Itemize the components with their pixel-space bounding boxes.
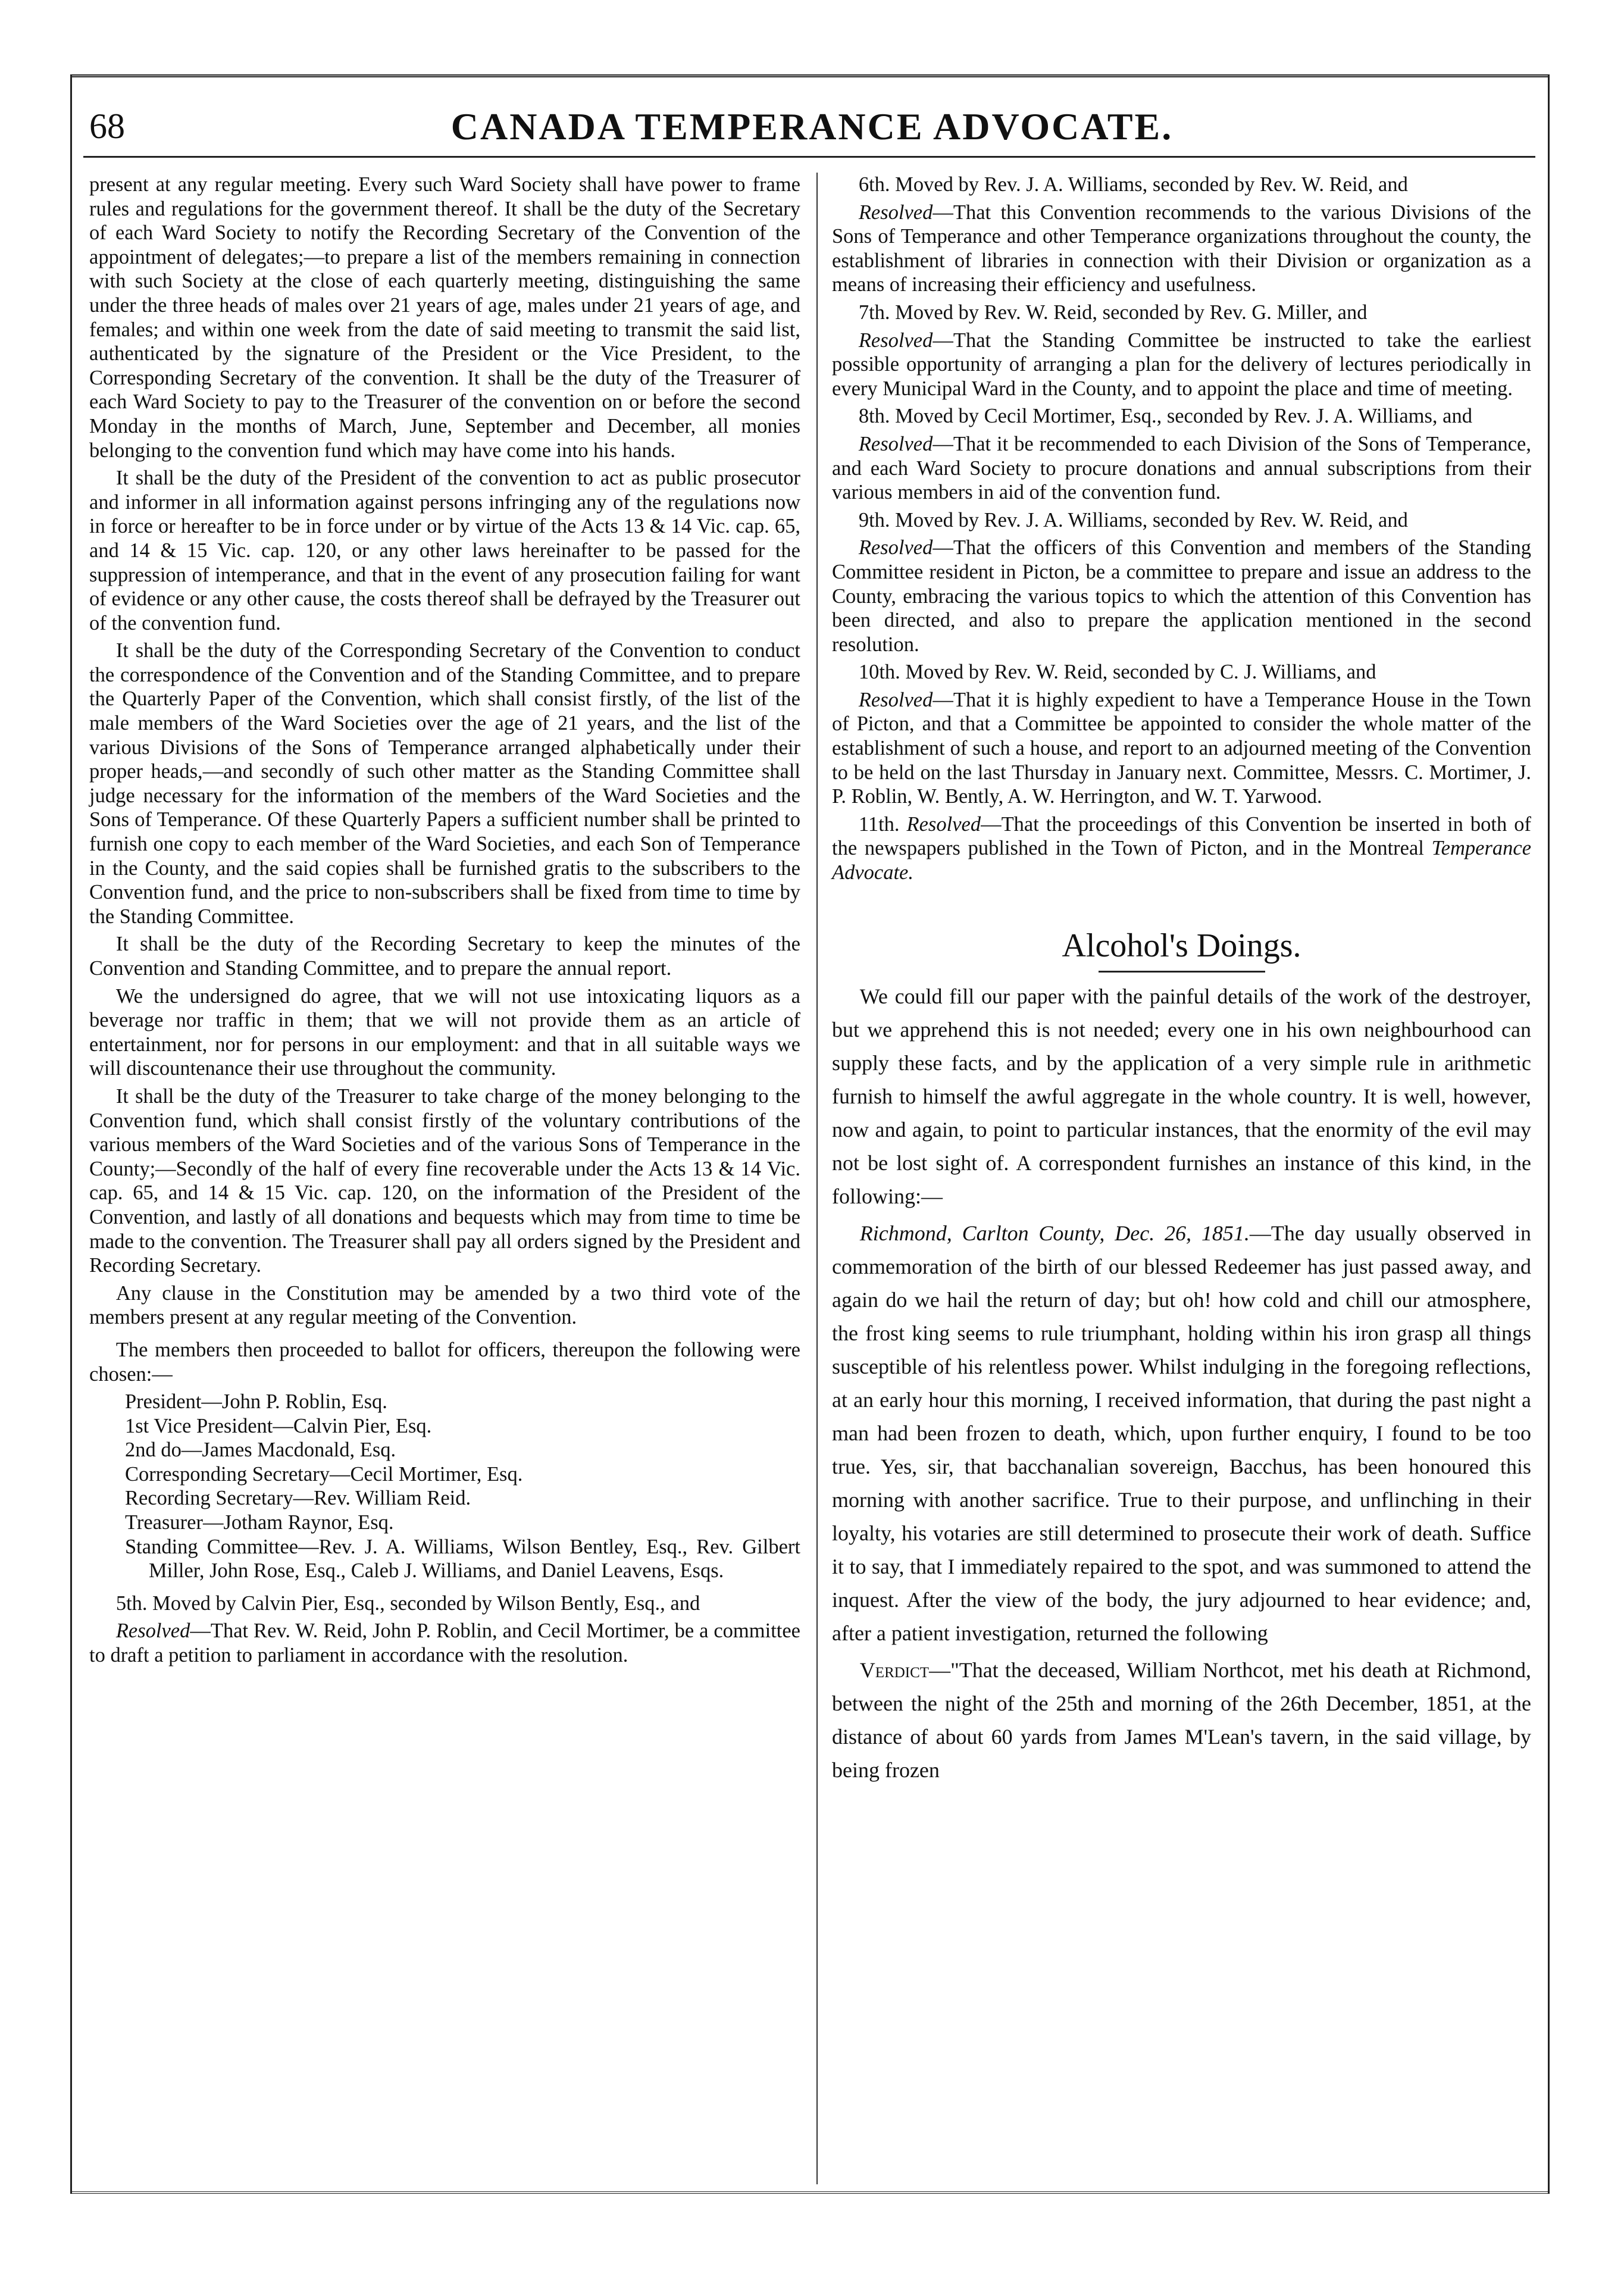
- resolution-8: [832, 432, 1531, 505]
- right-column: [832, 173, 1531, 1790]
- resolution-text: —That it is highly expedient to have a Temperance House in the Town of Picton, and that a Committee be appointed to consider the whole matter of the establishment of such a house, and report to an adjourned meeting of the Convention to be held on the last Thursday in January next. Committee, Messrs. C. Mortimer, J. P. Roblin, W. Bently, A. W. Herrington, and W. T. Yarwood.: [832, 688, 1531, 808]
- paragraph: We the undersigned do agree, that we will not use intoxicating liquors as a beverage nor traffic in them; that we will not provide them as an article of entertainment, nor for persons in our employment: and that in all suitable ways we will discountenance their use throughout the community.: [89, 984, 800, 1080]
- verdict-text: —"That the deceased, William Northcot, met his death at Richmond, between the night of the 25th and morning of the 26th December, 1851, at the distance of about 60 yards from James M'Lean's tavern, in the said village, by being frozen: [832, 1658, 1531, 1782]
- resolution-text: —That this Convention recommends to the various Divisions of the Sons of Temperance and other Temperance organizations throughout the county, the establishment of libraries in connection with their Division or organization as a means of increasing their efficiency and usefulness.: [832, 201, 1531, 296]
- list-item: Corresponding Secretary—Cecil Mortimer, Esq.: [125, 1462, 523, 1486]
- paragraph: Any clause in the Constitution may be amended by a two third vote of the members present at any regular meeting of the Convention.: [89, 1281, 800, 1329]
- paragraph: It shall be the duty of the Corresponding Secretary of the Convention to conduct the correspondence of the Convention and of the Standing Committee, and to prepare the Quarterly Paper of the Convention, which shall consist firstly, of the list of the male members of the Ward Societies over the age of 21 years, and the list of the various Divisions of the Sons of Temperance arranged alphabetically under their proper heads,—and secondly of such other matter as the Standing Committee shall judge necessary for the information of the members of the Ward Societies and the Sons of Temperance. Of these Quarterly Papers a sufficient number shall be printed to furnish one copy to each member of the Ward Societies, and each Son of Temperance in the County, and the said copies shall be furnished gratis to the subscribers to the Convention fund, and the price to non-subscribers shall be fixed from time to time by the Standing Committee.: [89, 639, 800, 928]
- section-title: Alcohol's Doings.: [1062, 927, 1301, 964]
- resolved-label: Resolved: [115, 1619, 190, 1643]
- ballot-intro: The members then proceeded to ballot for officers, thereupon the following were chosen:—: [89, 1338, 800, 1386]
- resolution-6: [832, 201, 1531, 297]
- paragraph: It shall be the duty of the Recording Secretary to keep the minutes of the Convention and Standing Committee, and to prepare the annual report.: [89, 933, 800, 980]
- officers-list: [89, 1390, 800, 1583]
- motion-7: 7th. Moved by Rev. W. Reid, seconded by Rev. G. Miller, and: [858, 301, 1368, 324]
- verdict-label: Verdict: [859, 1658, 930, 1682]
- resolved-label: Resolved: [858, 329, 933, 352]
- resolved-label: Resolved: [858, 688, 933, 711]
- motion-5: 5th. Moved by Calvin Pier, Esq., seconded by Wilson Bently, Esq., and: [115, 1591, 700, 1615]
- resolution-5: [89, 1619, 800, 1667]
- motion-9: 9th. Moved by Rev. J. A. Williams, seconded by Rev. W. Reid, and: [858, 508, 1408, 531]
- motion-6: 6th. Moved by Rev. J. A. Williams, seconded by Rev. W. Reid, and: [858, 173, 1408, 196]
- resolved-label: Resolved: [906, 812, 981, 836]
- column-divider: [816, 173, 818, 2184]
- paragraph: We could fill our paper with the painful details of the work of the destroyer, but we apprehend this is not needed; every one in his own neighbourhood can supply these facts, and by the application of a very simple rule in arithmetic furnish to himself the awful aggregate in the whole country. It is well, however, now and again, to point to particular instances, that the enormity of the evil may not be lost sight of. A correspondent furnishes an instance of this kind, in the following:—: [832, 984, 1531, 1208]
- resolution-text: —That the proceedings of this Convention be inserted in both of the newspapers published in the Town of Picton, and in the Montreal: [832, 812, 1531, 860]
- resolution-text: —That Rev. W. Reid, John P. Roblin, and Cecil Mortimer, be a committee to draft a petition to parliament in accordance with the resolution.: [89, 1619, 800, 1667]
- list-item: Standing Committee—Rev. J. A. Williams, Wilson Bentley, Esq., Rev. Gilbert Miller, John Rose, Esq., Caleb J. Williams, and Daniel Leavens, Esqs.: [125, 1535, 800, 1583]
- motion-number: 11th.: [858, 812, 900, 836]
- list-item: Treasurer—Jotham Raynor, Esq.: [125, 1511, 394, 1534]
- paragraph: present at any regular meeting. Every such Ward Society shall have power to frame rules and regulations for the government thereof. It shall be the duty of the Secretary of each Ward Society to notify the Recording Secretary of the Convention of the appointment of delegates;—to prepare a list of the members remaining in connection with such Society at the close of each quarterly meeting, distinguishing the same under the three heads of males over 21 years of age, males under 21 years of age, and females; and within one week from the date of said meeting to transmit the said list, authenticated by the signature of the President or the Vice President, to the Corresponding Secretary of the convention. It shall be the duty of the Treasurer of each Ward Society to pay to the Treasurer of the convention on or before the second Monday in the months of March, June, September and December, all monies belonging to the convention fund which may have come into his hands.: [89, 173, 800, 462]
- verdict: [832, 1653, 1531, 1787]
- paragraph: It shall be the duty of the Treasurer to take charge of the money belonging to the Convention fund, which shall consist firstly of the voluntary contributions of the various members of the Ward Societies and of the various Sons of Temperance in the County;—Secondly of the half of every fine recoverable under the Acts 13 & 14 Vic. cap. 65, and 14 & 15 Vic. cap. 120, on the information of the President of the Convention, and lastly of all donations and bequests which may from time to time be made to the convention. The Treasurer shall pay all orders signed by the President and Recording Secretary.: [89, 1084, 800, 1277]
- resolution-11: [832, 812, 1531, 885]
- dateline: Richmond, Carlton County, Dec. 26, 1851.: [859, 1221, 1250, 1245]
- resolution-text: —That it be recommended to each Division of the Sons of Temperance, and each Ward Society to procure donations and annual subscriptions from their various members in aid of the convention fund.: [832, 432, 1531, 504]
- motion-8: 8th. Moved by Cecil Mortimer, Esq., seconded by Rev. J. A. Williams, and: [858, 405, 1472, 428]
- resolution-text: —That the officers of this Convention and members of the Standing Committee resident in Picton, be a committee to prepare and issue an address to the County, embracing the various topics to which the attention of this Convention has been directed, and also to prepare the application mentioned in the second resolution.: [832, 536, 1531, 656]
- page-title: CANADA TEMPERANCE ADVOCATE.: [450, 105, 1174, 148]
- list-item: Recording Secretary—Rev. William Reid.: [125, 1487, 471, 1510]
- resolved-label: Resolved: [858, 536, 933, 559]
- bottom-rule: [70, 2191, 1550, 2194]
- header-rule: [83, 156, 1535, 158]
- resolved-label: Resolved: [858, 432, 933, 455]
- paragraph-text: —The day usually observed in commemoration of the birth of our blessed Redeemer has just passed away, and again do we hail the return of day; but oh! how cold and chill our atmosphere, the frost king seems to rule triumphant, holding within his iron grasp all things susceptible of his relentless power. Whilst indulging in the foregoing reflections, at an early hour this morning, I received information, that during the past night a man had been frozen to death, which, upon further enquiry, I found to be too true. Yes, sir, that bacchanalian sovereign, Bacchus, has been honoured this morning with another sacrifice. True to their purpose, and unflinching in their loyalty, his votaries are still determined to prosecute their work of death. Suffice it to say, that I immediately repaired to the spot, and was summoned to attend the inquest. After the view of the body, the jury adjourned to hear evidence; and, after a patient investigation, returned the following: [832, 1221, 1531, 1645]
- motion-10: 10th. Moved by Rev. W. Reid, seconded by C. J. Williams, and: [858, 661, 1376, 684]
- list-item: President—John P. Roblin, Esq.: [125, 1390, 387, 1414]
- page-number: 68: [89, 107, 125, 146]
- paragraph: [832, 1217, 1531, 1650]
- resolved-label: Resolved: [858, 201, 933, 224]
- resolution-7: [832, 329, 1531, 401]
- paragraph: It shall be the duty of the President of the convention to act as public prosecutor and informer in all information against persons infringing any of the regulations now in force or hereafter to be in force under or by virtue of the Acts 13 & 14 Vic. cap. 65, and 14 & 15 Vic. cap. 120, or any other laws hereinafter to be passed for the suppression of intemperance, and that in the event of any prosecution failing for want of evidence or any other cause, the costs thereof shall be defrayed by the Treasurer out of the convention fund.: [89, 467, 800, 634]
- newspaper-title: Temperance Advocate.: [832, 837, 1532, 884]
- article-body: [832, 980, 1531, 1787]
- resolution-9: [832, 536, 1531, 656]
- list-item: 2nd do—James Macdonald, Esq.: [125, 1439, 396, 1462]
- section-rule: [1099, 971, 1265, 973]
- list-item: 1st Vice President—Calvin Pier, Esq.: [125, 1414, 432, 1437]
- resolution-text: —That the Standing Committee be instructed to take the earliest possible opportunity of arranging a plan for the delivery of lectures periodically in every Municipal Ward in the County, and to appoint the place and time of meeting.: [832, 329, 1531, 400]
- left-column: [89, 173, 800, 1671]
- resolution-10: [832, 688, 1531, 809]
